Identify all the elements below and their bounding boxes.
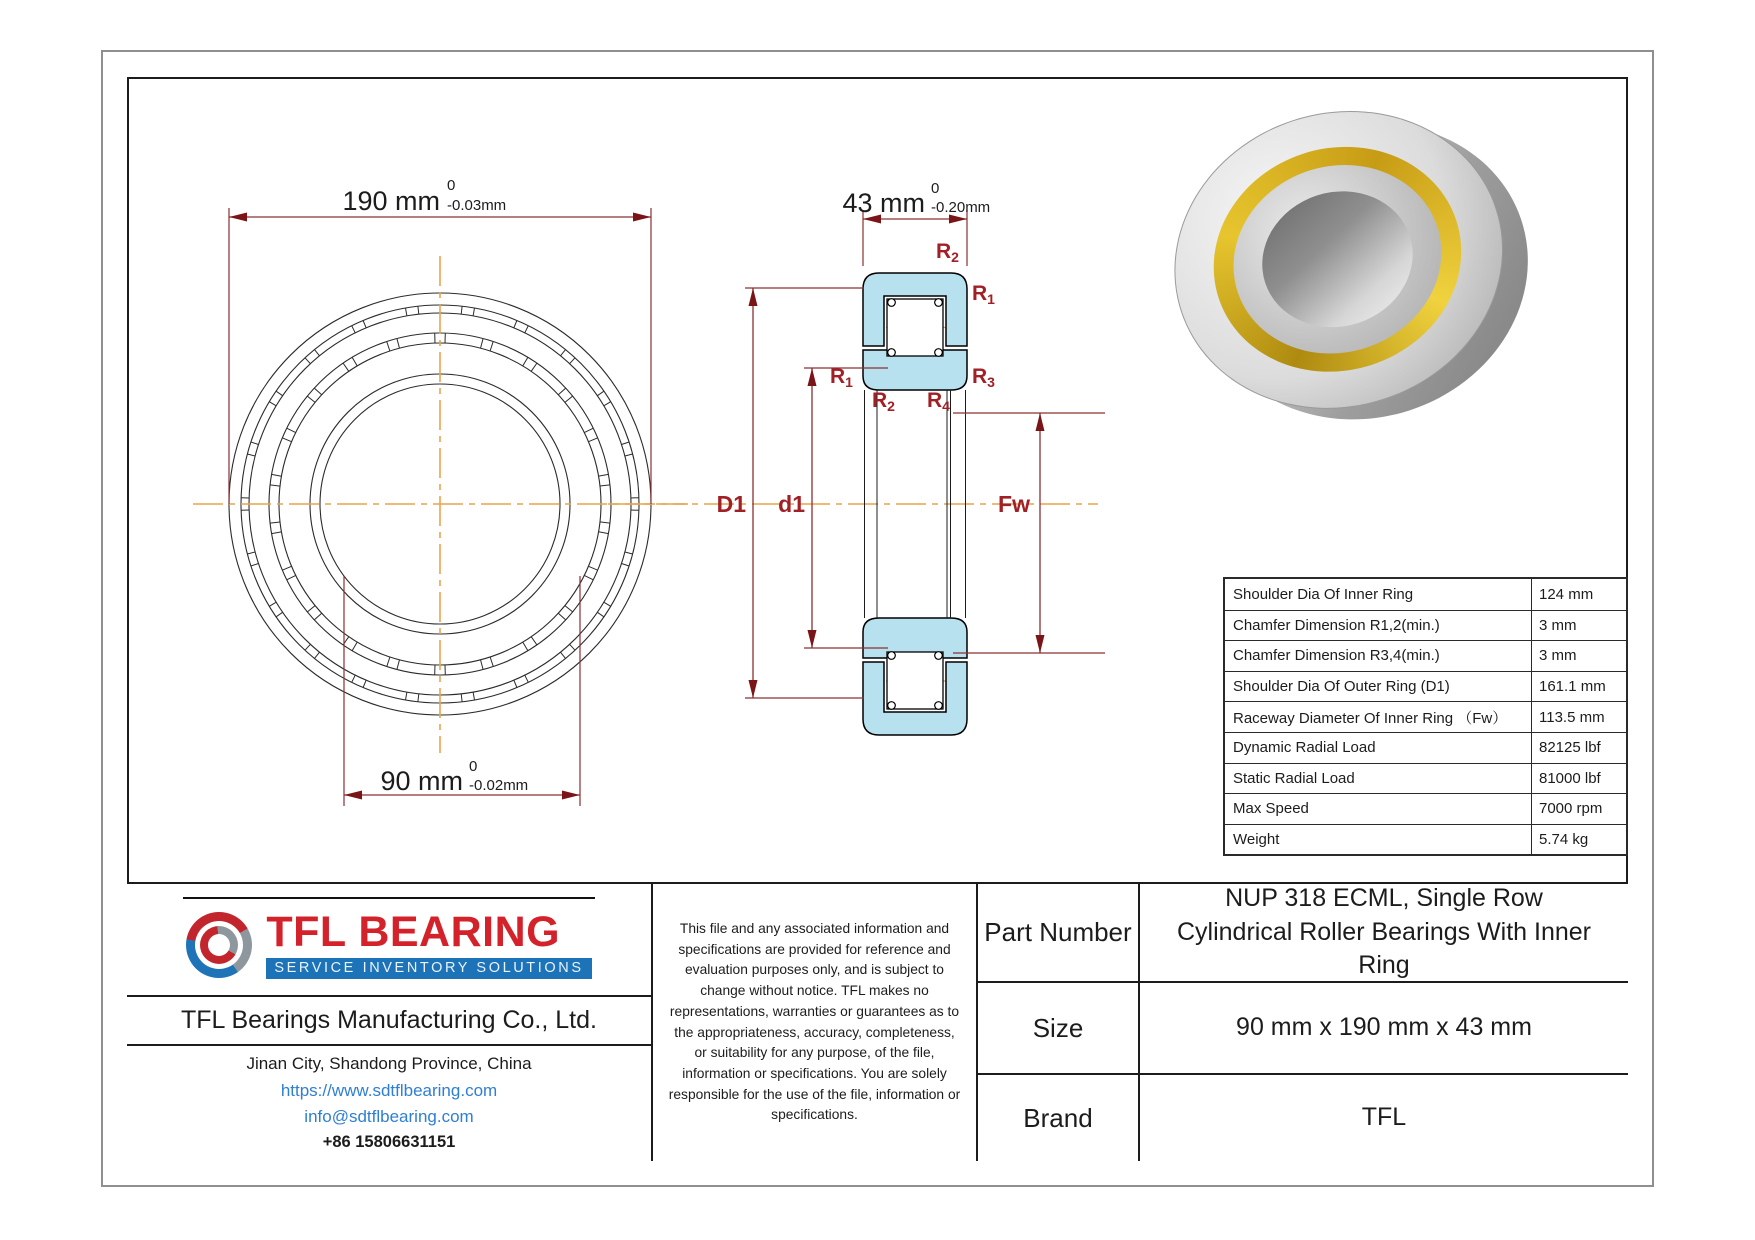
roller-bottom bbox=[887, 652, 943, 709]
company-name: TFL Bearings Manufacturing Co., Ltd. bbox=[127, 995, 651, 1046]
disclaimer-column bbox=[653, 884, 978, 1161]
label-r1-mid: R1 bbox=[830, 365, 853, 390]
spec-value: 113.5 mm bbox=[1539, 708, 1605, 726]
dim-bore-tol-lower: -0.02mm bbox=[469, 777, 529, 794]
size-row bbox=[978, 981, 1628, 1073]
dim-outer-diameter: 190 mm bbox=[342, 186, 440, 216]
spec-row bbox=[1225, 793, 1626, 824]
spec-row bbox=[1225, 640, 1626, 671]
spec-value: 3 mm bbox=[1539, 616, 1577, 634]
part-number-label: Part Number bbox=[978, 884, 1140, 981]
spec-label: Static Radial Load bbox=[1225, 764, 1532, 794]
logo-brand-text: TFL BEARING bbox=[266, 907, 561, 956]
spec-row bbox=[1225, 610, 1626, 641]
label-fw: Fw bbox=[998, 491, 1030, 517]
part-info-column bbox=[978, 884, 1628, 1161]
dim-width-tol-lower: -0.20mm bbox=[931, 199, 991, 216]
spec-label: Chamfer Dimension R1,2(min.) bbox=[1225, 611, 1532, 641]
label-r3-mid: R3 bbox=[972, 365, 995, 390]
dim-bore-tol-upper: 0 bbox=[469, 758, 478, 775]
title-block bbox=[127, 882, 1628, 1161]
spec-label: Dynamic Radial Load bbox=[1225, 733, 1532, 763]
brand-row bbox=[978, 1073, 1628, 1161]
label-r2-top: R2 bbox=[936, 240, 959, 265]
dim-width: 43 mm bbox=[842, 188, 925, 218]
spec-value: 5.74 kg bbox=[1539, 831, 1589, 849]
address-line: Jinan City, Shandong Province, China bbox=[246, 1054, 532, 1074]
brand-label: Brand bbox=[978, 1075, 1140, 1161]
dim-outer-tol-lower: -0.03mm bbox=[447, 197, 507, 214]
spec-row bbox=[1225, 671, 1626, 702]
spec-label: Shoulder Dia Of Inner Ring bbox=[1225, 579, 1532, 610]
roller-top bbox=[887, 299, 943, 356]
company-address bbox=[127, 1046, 651, 1161]
spec-value: 7000 rpm bbox=[1539, 800, 1603, 818]
spec-label: Max Speed bbox=[1225, 794, 1532, 824]
label-r1-top: R1 bbox=[972, 282, 995, 307]
spec-row bbox=[1225, 701, 1626, 732]
spec-label: Chamfer Dimension R3,4(min.) bbox=[1225, 641, 1532, 671]
disclaimer-text: This file and any associated information and specifications are provided for reference and evaluation purposes only, and is subject to change without notice. TFL makes no representations, warranties or guarantees as to the appropriateness, accuracy, completeness, or suitability for any purpose, of the file, information or specifications. You are solely responsible for the use of the file, information or specifications. bbox=[668, 921, 961, 1123]
size-label: Size bbox=[978, 983, 1140, 1073]
dim-bore-diameter: 90 mm bbox=[380, 766, 463, 796]
brand-value: TFL bbox=[1361, 1103, 1407, 1132]
company-column bbox=[127, 884, 653, 1161]
spec-row bbox=[1225, 763, 1626, 794]
spec-value: 124 mm bbox=[1539, 585, 1594, 603]
phone-number: +86 15806631151 bbox=[322, 1133, 456, 1152]
logo-top-rule bbox=[183, 897, 595, 899]
spec-value: 161.1 mm bbox=[1539, 678, 1606, 696]
spec-row bbox=[1225, 732, 1626, 763]
email-link[interactable]: info@sdtflbearing.com bbox=[304, 1106, 474, 1126]
label-d1-outer: D1 bbox=[716, 491, 746, 517]
specs-table bbox=[1223, 577, 1628, 856]
part-number-value: NUP 318 ECML, Single Row Cylindrical Roller Bearings With Inner Ring bbox=[1176, 883, 1592, 980]
logo-cell bbox=[127, 884, 651, 995]
specs-table-rows bbox=[1225, 579, 1626, 854]
dim-width-tol-upper: 0 bbox=[931, 180, 940, 197]
dim-outer-tol-upper: 0 bbox=[447, 177, 456, 194]
logo-tagline: SERVICE INVENTORY SOLUTIONS bbox=[266, 958, 591, 979]
website-link[interactable]: https://www.sdtflbearing.com bbox=[280, 1080, 498, 1100]
size-value: 90 mm x 190 mm x 43 mm bbox=[1236, 1013, 1532, 1042]
label-r2-bottom: R2 bbox=[872, 389, 895, 414]
spec-value: 82125 lbf bbox=[1539, 739, 1601, 757]
company-logo bbox=[186, 907, 591, 979]
label-r4-bottom: R4 bbox=[927, 389, 950, 414]
label-d1-inner: d1 bbox=[778, 491, 805, 517]
part-number-row bbox=[978, 884, 1628, 981]
bearing-swirl-logo-icon bbox=[186, 912, 252, 978]
spec-row bbox=[1225, 579, 1626, 610]
spec-label: Shoulder Dia Of Outer Ring (D1) bbox=[1225, 672, 1532, 702]
spec-row bbox=[1225, 824, 1626, 855]
spec-label: Raceway Diameter Of Inner Ring （Fw） bbox=[1225, 702, 1532, 732]
spec-label: Weight bbox=[1225, 825, 1532, 855]
bearing-photo bbox=[1125, 72, 1575, 472]
spec-value: 81000 lbf bbox=[1539, 769, 1601, 787]
spec-value: 3 mm bbox=[1539, 647, 1577, 665]
